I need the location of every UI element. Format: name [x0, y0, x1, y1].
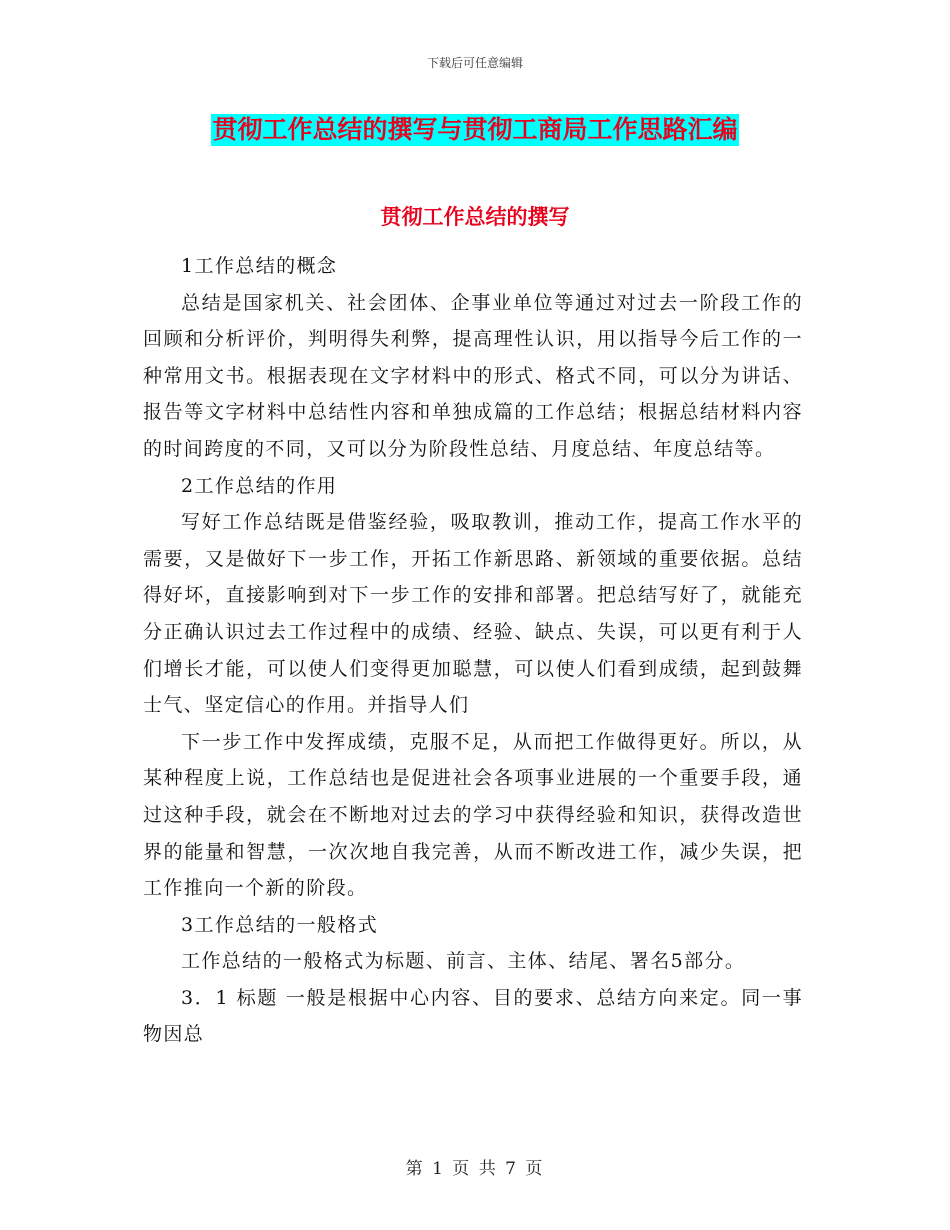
page-number: 第 1 页 共 7 页	[405, 1159, 545, 1179]
section-title: 贯彻工作总结的撰写	[380, 205, 570, 229]
heading-concept: 1工作总结的概念	[181, 255, 338, 277]
paragraph: 写好工作总结既是借鉴经验，吸取教训，推动工作，提高工作水平的需要，又是做好下一步工作，开拓工作新思路、新领域的重要依据。总结得好坏，直接影响到对下一步工作的安排和部署。把总结写好了，就能充分正确认识过去工作过程中的成绩、经验、缺点、失误，可以更有利于人们增长才能，可以使人们变得更加聪慧，可以使人们看到成绩，起到鼓舞士气、坚定信心的作用。并指导人们	[143, 511, 803, 717]
heading-purpose: 2工作总结的作用	[181, 474, 338, 497]
heading-format: 3工作总结的一般格式	[181, 913, 379, 936]
paragraph: 总结是国家机关、社会团体、企事业单位等通过对过去一阶段工作的回顾和分析评价，判明得失利弊，提高理性认识，用以指导今后工作的一种常用文书。根据表现在文字材料中的形式、格式不同，可以分为讲话、报告等文字材料中总结性内容和单独成篇的工作总结；根据总结材料内容的时间跨度的不同，又可以分为阶段性总结、月度总结、年度总结等。	[143, 291, 803, 460]
document-body	[143, 248, 803, 1053]
paragraph: 3．1 标题 一般是根据中心内容、目的要求、总结方向来定。同一事物因总	[143, 986, 803, 1046]
paragraph: 下一步工作中发挥成绩，克服不足，从而把工作做得更好。所以，从某种程度上说，工作总结也是促进社会各项事业进展的一个重要手段，通过这种手段，就会在不断地对过去的学习中获得经验和知识，获得改造世界的能量和智慧，一次次地自我完善，从而不断改进工作，减少失误，把工作推向一个新的阶段。	[143, 730, 803, 900]
document-title-text: 贯彻工作总结的撰写与贯彻工商局工作思路汇编	[212, 115, 738, 144]
document-title	[0, 114, 950, 146]
paragraph: 工作总结的一般格式为标题、前言、主体、结尾、署名5部分。	[181, 950, 746, 973]
page-header: 下载后可任意编辑	[426, 56, 523, 70]
